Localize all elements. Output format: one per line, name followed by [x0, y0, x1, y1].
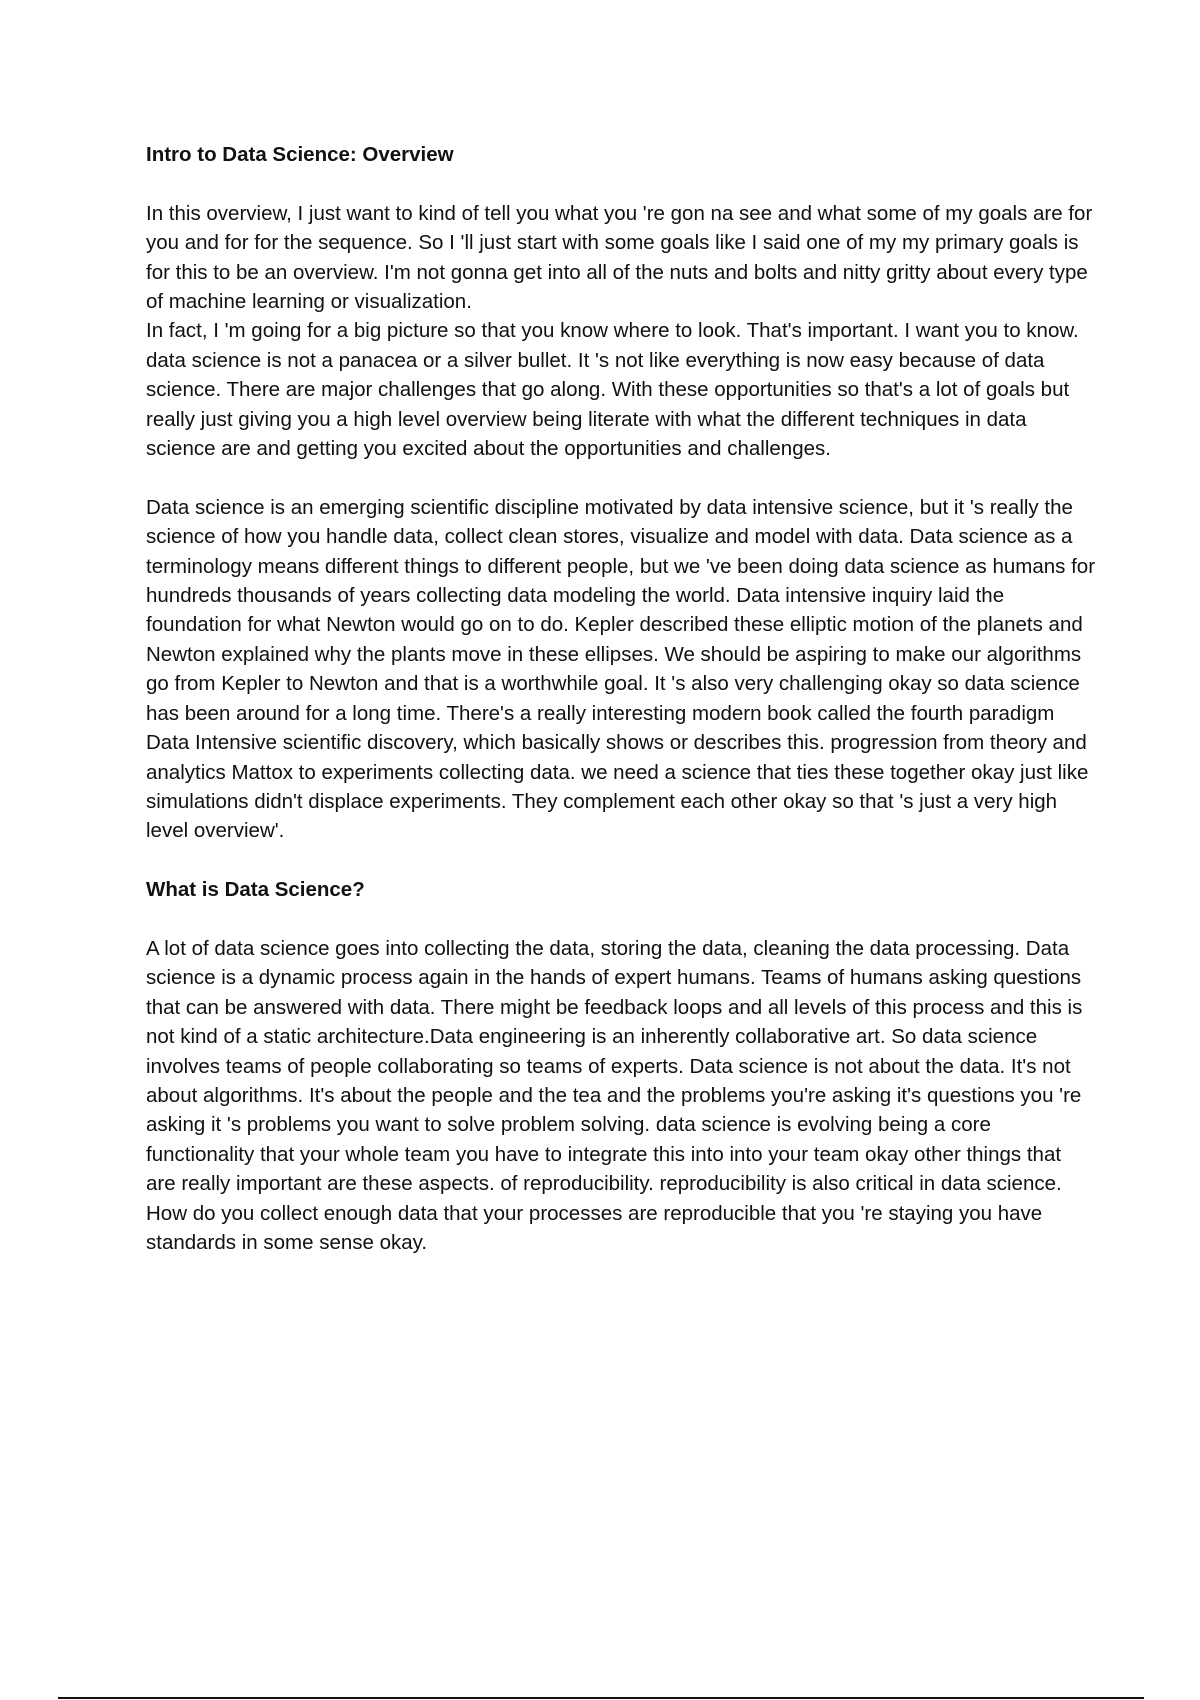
overview-paragraph-3: Data science is an emerging scientific discipline motivated by data intensive science, but it 's really the science of how you handle data, collect clean stores, visualize and model with data. Data science as a terminology means different things to different people, but we 've been doing data science as humans for hundreds thousands of years collecting data modeling the world. Data intensive inquiry laid the foundation for what Newton would go on to do. Kepler described these elliptic motion of the planets and Newton explained why the plants move in these ellipses. We should be aspiring to make our algorithms go from Kepler to Newton and that is a worthwhile goal. It 's also very challenging okay so data science has been around for a long time. There's a really interesting modern book called the fourth paradigm Data Intensive scientific discovery, which basically shows or describes this. progression from theory and analytics Mattox to experiments collecting data. we need a science that ties these together okay just like simulations didn't displace experiments. They complement each other okay so that 's just a very high level overview'. — [146, 495, 1096, 843]
document-page — [146, 140, 1096, 1257]
spacer — [146, 846, 1096, 875]
spacer — [146, 169, 1096, 198]
section-heading-overview: Intro to Data Science: Overview — [146, 143, 454, 166]
spacer — [146, 905, 1096, 934]
overview-paragraph-2: In fact, I 'm going for a big picture so that you know where to look. That's important. I want you to know. data science is not a panacea or a silver bullet. It 's not like everything is now easy because of data science. There are major challenges that go along. With these opportunities so that's a lot of goals but really just giving you a high level overview being literate with what the different techniques in data science are and getting you excited about the opportunities and challenges. — [146, 319, 1079, 461]
spacer — [146, 463, 1096, 492]
overview-paragraph-1: In this overview, I just want to kind of tell you what you 're gon na see and what some of my goals are for you and for for the sequence. So I 'll just start with some goals like I said one of my my primary goals is for this to be an overview. I'm not gonna get into all of the nuts and bolts and nitty gritty about every type of machine learning or visualization. — [146, 201, 1093, 314]
footer-divider — [58, 1697, 1144, 1699]
section-heading-what-is-data-science: What is Data Science? — [146, 878, 365, 902]
what-is-paragraph-1: A lot of data science goes into collecting the data, storing the data, cleaning the data processing. Data science is a dynamic process again in the hands of expert humans. Teams of humans asking questions that can be answered with data. There might be feedback loops and all levels of this process and this is not kind of a static architecture.Data engineering is an inherently collaborative art. So data science involves teams of people collaborating so teams of experts. Data science is not about the data. It's not about algorithms. It's about the people and the tea and the problems you're asking it's questions you 're asking it 's problems you want to solve problem solving. data science is evolving being a core functionality that your whole team you have to integrate this into into your team okay other things that are really important are these aspects. of reproducibility. reproducibility is also critical in data science. How do you collect enough data that your processes are reproducible that you 're staying you have standards in some sense okay. — [146, 936, 1083, 1254]
